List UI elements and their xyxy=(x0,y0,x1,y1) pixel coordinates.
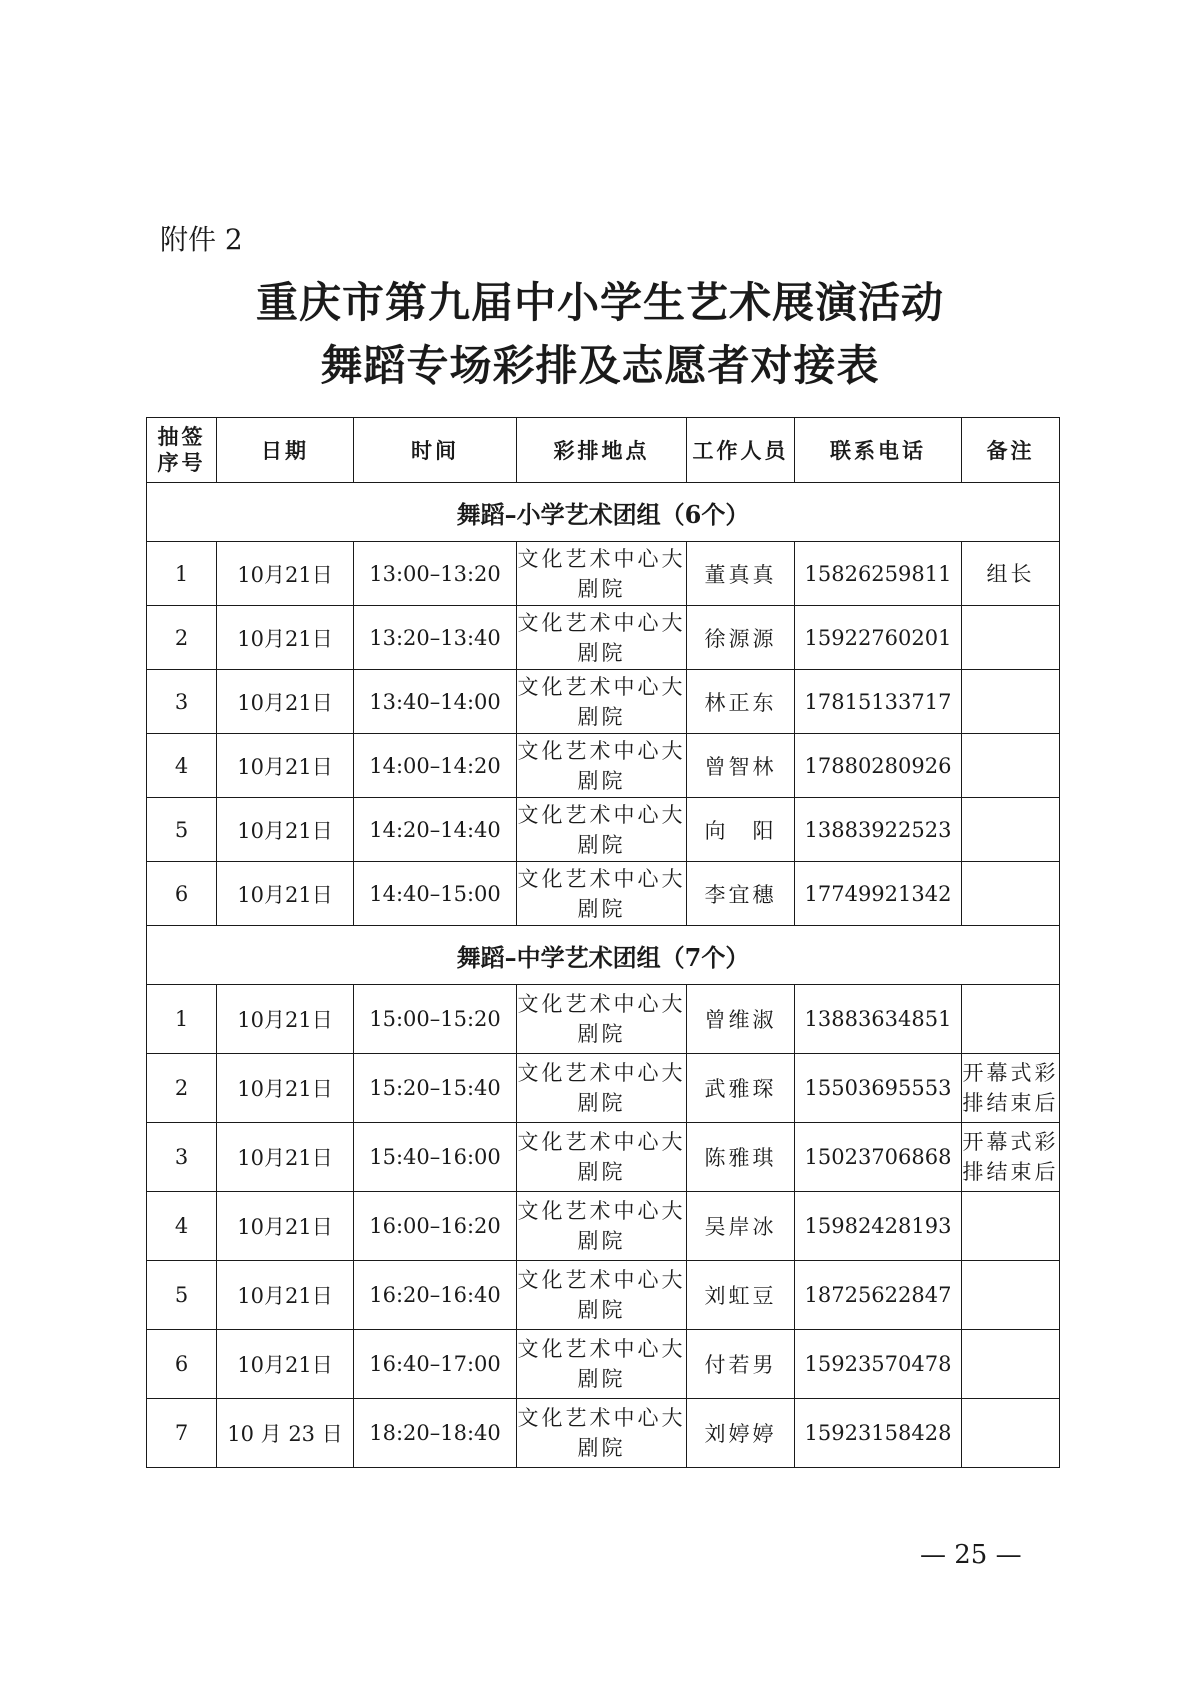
cell-seq: 7 xyxy=(147,1399,217,1468)
cell-time: 15:20–15:40 xyxy=(354,1054,517,1123)
cell-seq: 6 xyxy=(147,862,217,926)
cell-seq: 2 xyxy=(147,606,217,670)
cell-location: 文化艺术中心大剧院 xyxy=(517,862,687,926)
cell-date: 10月21日 xyxy=(217,798,354,862)
header-staff: 工作人员 xyxy=(687,418,795,483)
cell-date: 10月21日 xyxy=(217,862,354,926)
attachment-label: 附件 2 xyxy=(160,223,243,256)
page-number: — 25 — xyxy=(920,1540,1022,1570)
cell-note xyxy=(962,606,1060,670)
cell-note xyxy=(962,670,1060,734)
cell-staff: 李宜穗 xyxy=(687,862,795,926)
cell-staff: 武雅琛 xyxy=(687,1054,795,1123)
cell-phone: 13883922523 xyxy=(795,798,962,862)
cell-staff: 曾智林 xyxy=(687,734,795,798)
cell-phone: 15923158428 xyxy=(795,1399,962,1468)
group-primary xyxy=(147,483,1060,926)
table-row xyxy=(147,542,1060,606)
cell-note xyxy=(962,734,1060,798)
cell-location: 文化艺术中心大剧院 xyxy=(517,1399,687,1468)
table-row xyxy=(147,1192,1060,1261)
cell-location: 文化艺术中心大剧院 xyxy=(517,1054,687,1123)
cell-date: 10月21日 xyxy=(217,1261,354,1330)
cell-seq: 3 xyxy=(147,670,217,734)
cell-date: 10月21日 xyxy=(217,606,354,670)
cell-staff: 向 阳 xyxy=(687,798,795,862)
table-row xyxy=(147,670,1060,734)
cell-staff: 刘虹豆 xyxy=(687,1261,795,1330)
cell-staff: 董真真 xyxy=(687,542,795,606)
cell-time: 16:40–17:00 xyxy=(354,1330,517,1399)
header-location: 彩排地点 xyxy=(517,418,687,483)
cell-date: 10月21日 xyxy=(217,1123,354,1192)
cell-date: 10月21日 xyxy=(217,985,354,1054)
table-row xyxy=(147,1399,1060,1468)
cell-date: 10月21日 xyxy=(217,734,354,798)
cell-time: 13:40–14:00 xyxy=(354,670,517,734)
table-row xyxy=(147,1054,1060,1123)
cell-time: 16:00–16:20 xyxy=(354,1192,517,1261)
cell-time: 14:00–14:20 xyxy=(354,734,517,798)
cell-note xyxy=(962,1399,1060,1468)
cell-staff: 陈雅琪 xyxy=(687,1123,795,1192)
cell-note: 开幕式彩排结束后 xyxy=(962,1054,1060,1123)
cell-note xyxy=(962,862,1060,926)
header-phone: 联系电话 xyxy=(795,418,962,483)
cell-seq: 3 xyxy=(147,1123,217,1192)
cell-seq: 1 xyxy=(147,985,217,1054)
group-title: 舞蹈–小学艺术团组（6个） xyxy=(147,483,1060,542)
cell-location: 文化艺术中心大剧院 xyxy=(517,542,687,606)
cell-staff: 刘婷婷 xyxy=(687,1399,795,1468)
cell-date: 10月21日 xyxy=(217,1330,354,1399)
cell-phone: 15503695553 xyxy=(795,1054,962,1123)
cell-phone: 17749921342 xyxy=(795,862,962,926)
cell-date: 10月21日 xyxy=(217,1192,354,1261)
cell-date: 10月21日 xyxy=(217,1054,354,1123)
cell-time: 16:20–16:40 xyxy=(354,1261,517,1330)
cell-note: 组长 xyxy=(962,542,1060,606)
cell-note xyxy=(962,985,1060,1054)
cell-note xyxy=(962,1261,1060,1330)
cell-seq: 5 xyxy=(147,798,217,862)
cell-staff: 吴岸冰 xyxy=(687,1192,795,1261)
cell-phone: 15923570478 xyxy=(795,1330,962,1399)
document-subtitle: 舞蹈专场彩排及志愿者对接表 xyxy=(320,341,880,390)
cell-time: 14:20–14:40 xyxy=(354,798,517,862)
cell-staff: 曾维淑 xyxy=(687,985,795,1054)
document-title: 重庆市第九届中小学生艺术展演活动 xyxy=(255,278,944,327)
group-title: 舞蹈–中学艺术团组（7个） xyxy=(147,926,1060,985)
table-row xyxy=(147,606,1060,670)
table-row xyxy=(147,1261,1060,1330)
cell-seq: 6 xyxy=(147,1330,217,1399)
header-seq: 抽签序号 xyxy=(147,418,217,483)
cell-location: 文化艺术中心大剧院 xyxy=(517,606,687,670)
table-row xyxy=(147,985,1060,1054)
cell-phone: 15922760201 xyxy=(795,606,962,670)
cell-time: 13:00–13:20 xyxy=(354,542,517,606)
cell-seq: 1 xyxy=(147,542,217,606)
header-time: 时间 xyxy=(354,418,517,483)
cell-phone: 13883634851 xyxy=(795,985,962,1054)
cell-staff: 林正东 xyxy=(687,670,795,734)
cell-location: 文化艺术中心大剧院 xyxy=(517,734,687,798)
cell-date: 10月21日 xyxy=(217,542,354,606)
cell-time: 14:40–15:00 xyxy=(354,862,517,926)
cell-phone: 18725622847 xyxy=(795,1261,962,1330)
table-row xyxy=(147,798,1060,862)
cell-note: 开幕式彩排结束后 xyxy=(962,1123,1060,1192)
table-row xyxy=(147,1123,1060,1192)
cell-time: 15:00–15:20 xyxy=(354,985,517,1054)
cell-phone: 15023706868 xyxy=(795,1123,962,1192)
cell-date: 10 月 23 日 xyxy=(217,1399,354,1468)
cell-location: 文化艺术中心大剧院 xyxy=(517,1330,687,1399)
cell-staff: 付若男 xyxy=(687,1330,795,1399)
header-note: 备注 xyxy=(962,418,1060,483)
cell-note xyxy=(962,1192,1060,1261)
cell-location: 文化艺术中心大剧院 xyxy=(517,1192,687,1261)
cell-date: 10月21日 xyxy=(217,670,354,734)
cell-seq: 4 xyxy=(147,734,217,798)
header-date: 日期 xyxy=(217,418,354,483)
cell-seq: 2 xyxy=(147,1054,217,1123)
cell-staff: 徐源源 xyxy=(687,606,795,670)
table-header-row xyxy=(147,418,1060,483)
table-row xyxy=(147,1330,1060,1399)
cell-seq: 5 xyxy=(147,1261,217,1330)
cell-seq: 4 xyxy=(147,1192,217,1261)
group-secondary xyxy=(147,926,1060,1468)
cell-location: 文化艺术中心大剧院 xyxy=(517,798,687,862)
cell-phone: 15982428193 xyxy=(795,1192,962,1261)
table-row xyxy=(147,734,1060,798)
cell-note xyxy=(962,1330,1060,1399)
table-row xyxy=(147,862,1060,926)
cell-time: 13:20–13:40 xyxy=(354,606,517,670)
cell-time: 18:20–18:40 xyxy=(354,1399,517,1468)
cell-location: 文化艺术中心大剧院 xyxy=(517,1261,687,1330)
cell-location: 文化艺术中心大剧院 xyxy=(517,1123,687,1192)
cell-time: 15:40–16:00 xyxy=(354,1123,517,1192)
cell-phone: 17815133717 xyxy=(795,670,962,734)
cell-phone: 15826259811 xyxy=(795,542,962,606)
cell-location: 文化艺术中心大剧院 xyxy=(517,670,687,734)
cell-note xyxy=(962,798,1060,862)
group-title-row xyxy=(147,483,1060,542)
schedule-table xyxy=(146,417,1060,1468)
group-title-row xyxy=(147,926,1060,985)
cell-location: 文化艺术中心大剧院 xyxy=(517,985,687,1054)
cell-phone: 17880280926 xyxy=(795,734,962,798)
